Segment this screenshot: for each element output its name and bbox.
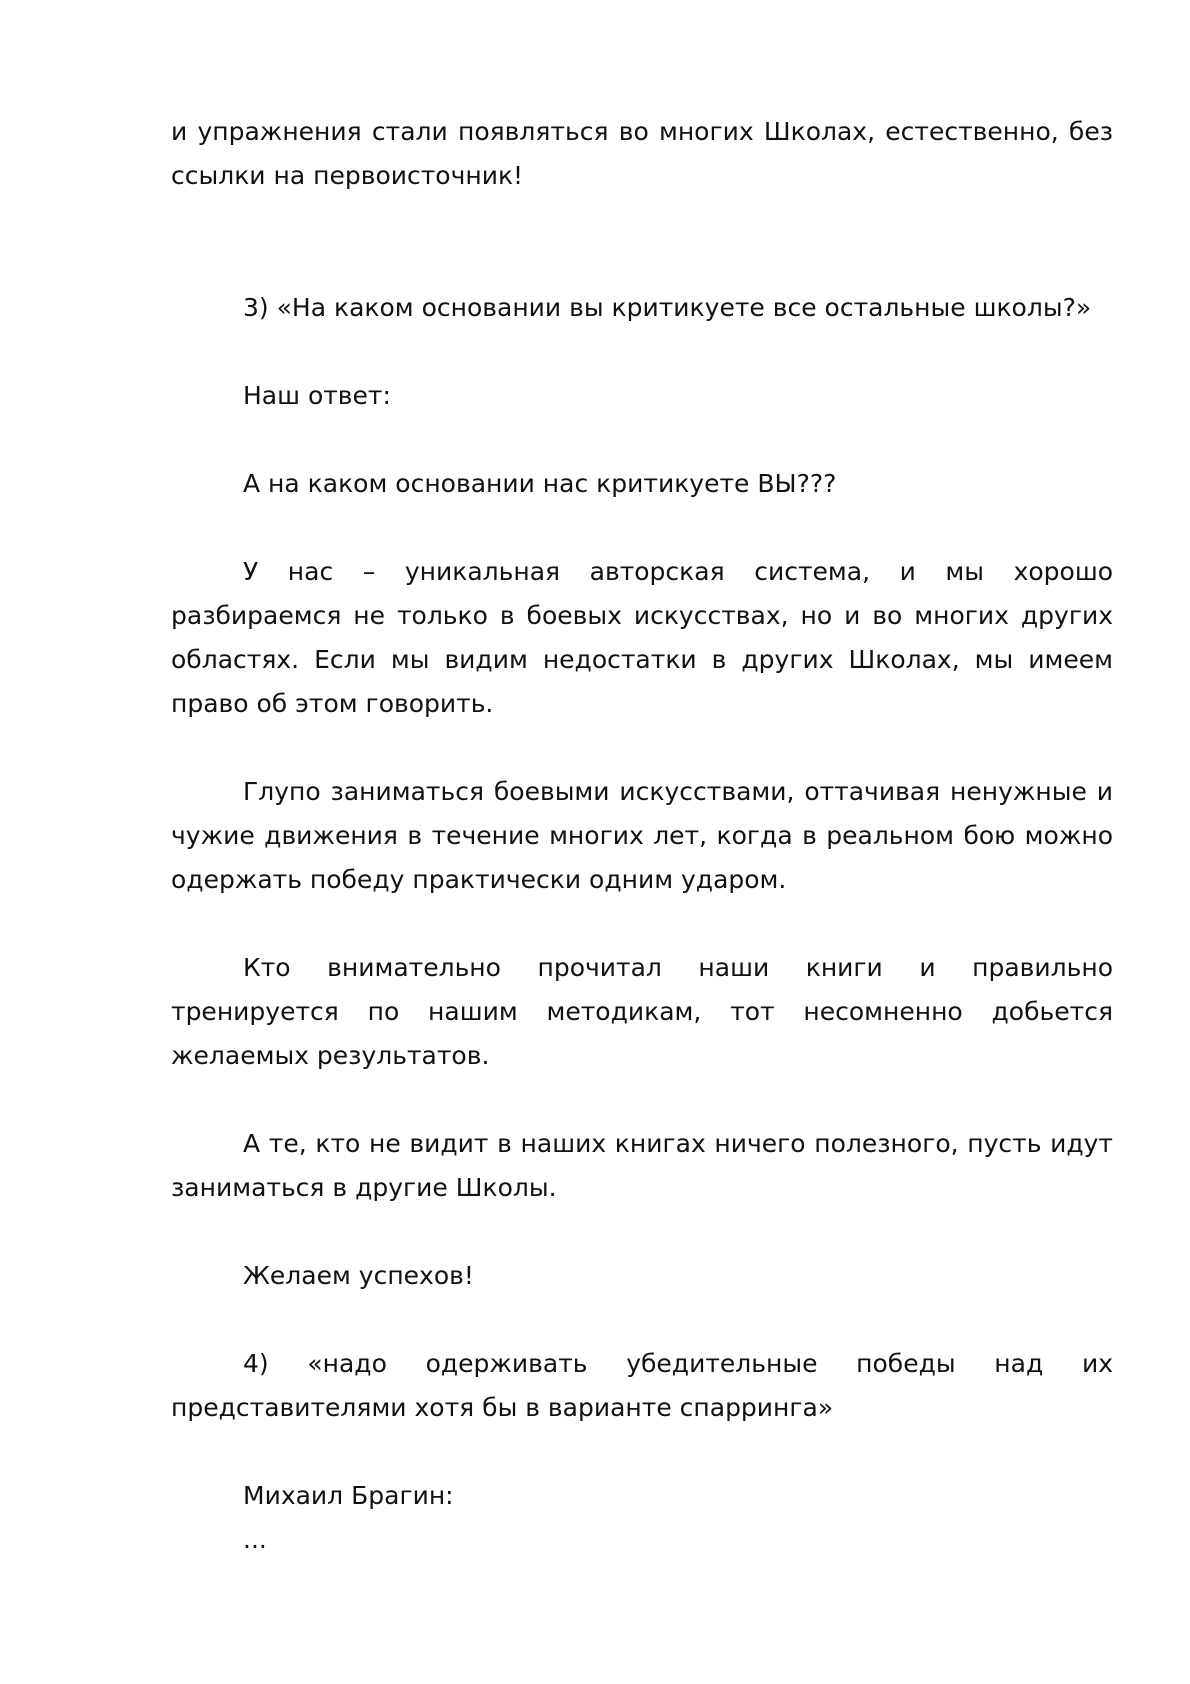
question-4: 4) «надо одерживать убедительные победы над их представителями хотя бы в варианте спарринга» bbox=[171, 1349, 1113, 1422]
question-3: 3) «На каком основании вы критикуете все остальные школы?» bbox=[243, 293, 1092, 322]
answer-paragraph-system: У нас – уникальная авторская система, и мы хорошо разбираемся не только в боевых искусствах, но и во многих других областях. Если мы видим недостатки в других Школах, мы имеем право об этом говорить. bbox=[171, 557, 1113, 718]
answer-line: А на каком основании нас критикуете ВЫ??? bbox=[243, 469, 837, 498]
ellipsis: ... bbox=[243, 1525, 267, 1554]
author-name: Михаил Брагин: bbox=[243, 1481, 454, 1510]
answer-paragraph-training: Глупо заниматься боевыми искусствами, оттачивая ненужные и чужие движения в течение многих лет, когда в реальном бою можно одержать победу практически одним ударом. bbox=[171, 777, 1113, 894]
answer-paragraph-methods: Кто внимательно прочитал наши книги и правильно тренируется по нашим методикам, тот несомненно добьется желаемых результатов. bbox=[171, 953, 1113, 1070]
document-page bbox=[171, 110, 1113, 1562]
answer-heading: Наш ответ: bbox=[243, 381, 391, 410]
paragraph-continuation: и упражнения стали появляться во многих Школах, естественно, без ссылки на первоисточник! bbox=[171, 117, 1113, 190]
answer-paragraph-other-schools: А те, кто не видит в наших книгах ничего полезного, пусть идут заниматься в другие Школы. bbox=[171, 1129, 1113, 1202]
closing-wish: Желаем успехов! bbox=[243, 1261, 474, 1290]
